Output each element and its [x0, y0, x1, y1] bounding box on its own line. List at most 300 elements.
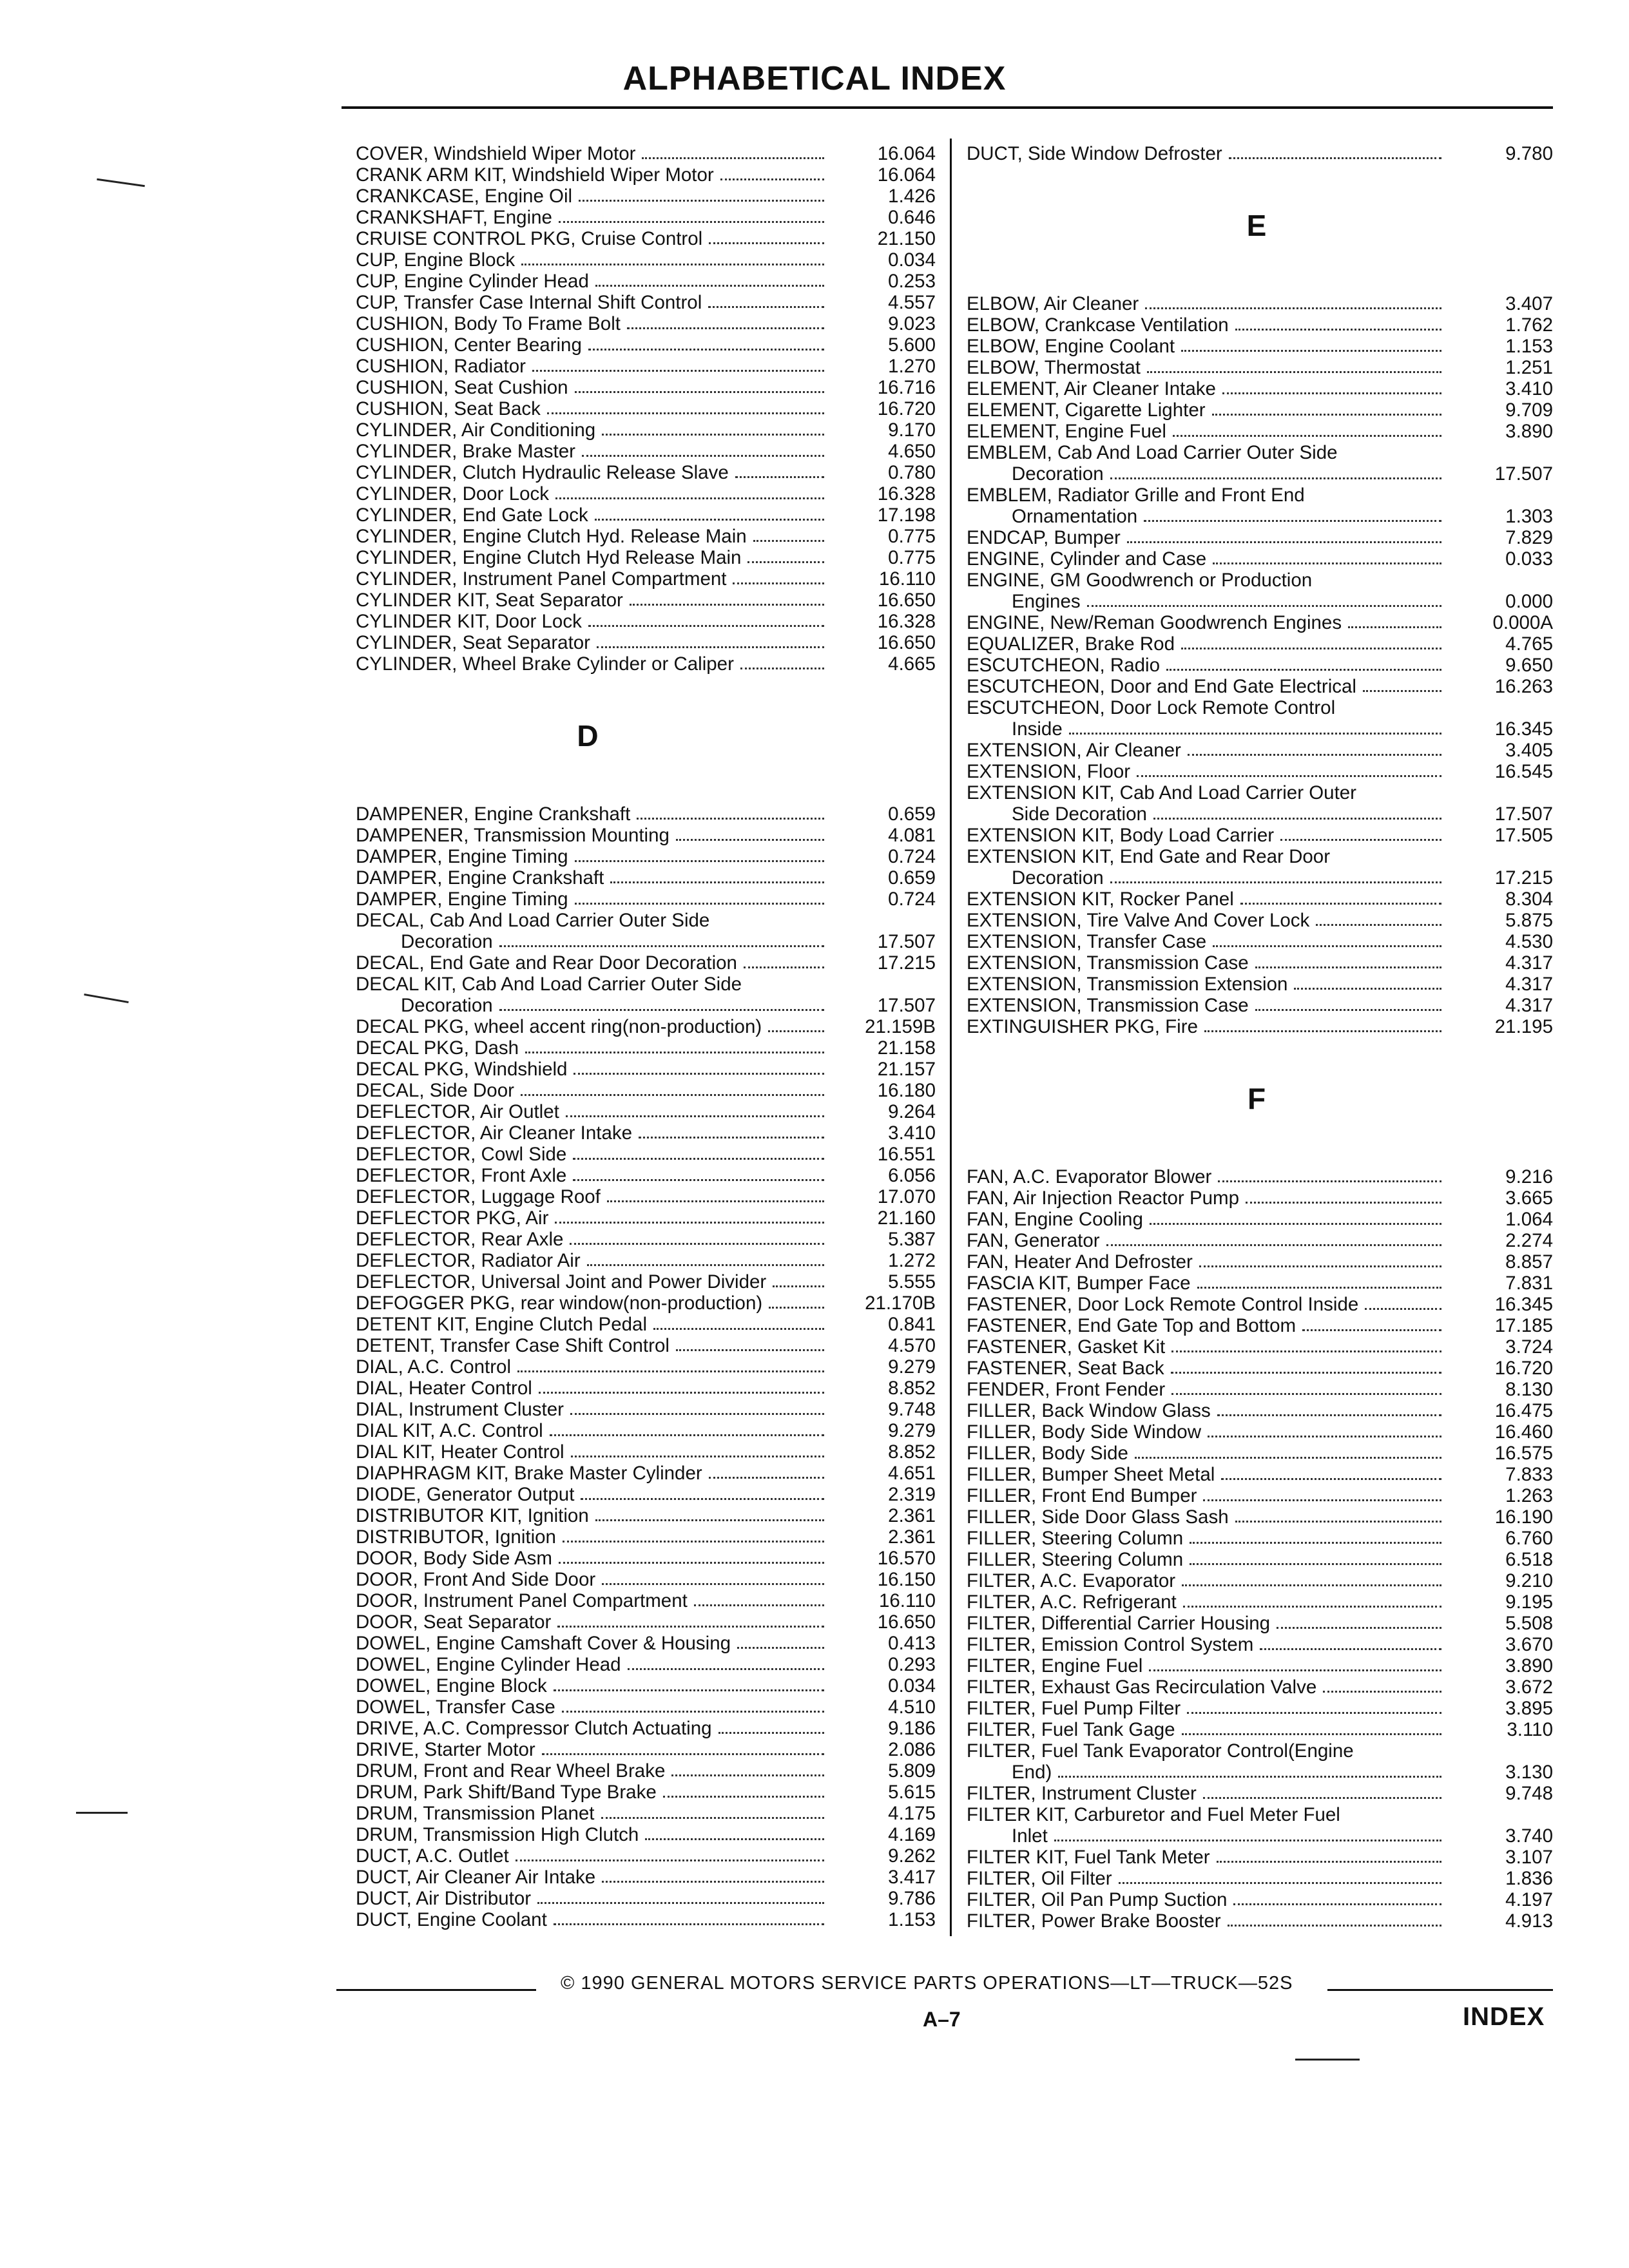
index-entry [967, 1016, 1553, 1037]
dot-leader [1228, 1923, 1441, 1927]
entry-label: ELEMENT, Air Cleaner Intake [967, 378, 1216, 399]
dot-leader [532, 368, 824, 372]
index-entry [356, 334, 936, 356]
entry-label: FILTER KIT, Carburetor and Fuel Meter Fuel [967, 1804, 1340, 1825]
index-entry [356, 1037, 936, 1059]
entry-reference: 0.659 [888, 867, 936, 889]
dot-leader [582, 453, 824, 457]
dot-leader [575, 901, 824, 905]
entry-label: ENDCAP, Bumper [967, 527, 1121, 548]
entry-label: FILTER KIT, Fuel Tank Meter [967, 1847, 1210, 1868]
entry-label: CYLINDER, Brake Master [356, 441, 575, 462]
entry-label: FASTENER, Seat Back [967, 1358, 1164, 1379]
index-entry [967, 1251, 1553, 1273]
index-entry [356, 1335, 936, 1356]
index-entry [356, 1569, 936, 1590]
index-entry [356, 1611, 936, 1633]
index-entry [967, 676, 1553, 697]
entry-label: CUSHION, Center Bearing [356, 334, 582, 356]
entry-label: ENGINE, New/Reman Goodwrench Engines [967, 612, 1342, 633]
entry-label: EXTENSION KIT, Body Load Carrier [967, 825, 1275, 846]
index-entry [967, 803, 1553, 825]
index-entry [356, 611, 936, 632]
entry-label: CYLINDER KIT, Seat Separator [356, 590, 623, 611]
dot-leader [1203, 1497, 1441, 1501]
dot-leader [676, 1347, 824, 1351]
entry-reference: 1.153 [1505, 336, 1553, 357]
index-entry [967, 1613, 1553, 1634]
index-entry [356, 1441, 936, 1463]
entry-label: ELEMENT, Cigarette Lighter [967, 399, 1206, 421]
entry-reference: 16.716 [877, 377, 936, 398]
scan-mark [97, 178, 145, 187]
index-entry [967, 740, 1553, 761]
index-entry [967, 1634, 1553, 1655]
footer-copyright: © 1990 GENERAL MOTORS SERVICE PARTS OPERATIONS—LT—TRUCK—52S [561, 1973, 1293, 1994]
entry-label: Inlet [1012, 1825, 1048, 1847]
index-entry [356, 846, 936, 867]
entry-reference: 17.185 [1494, 1315, 1553, 1336]
entry-label: DIAL, Instrument Cluster [356, 1399, 564, 1420]
dot-leader [1182, 1731, 1441, 1735]
dot-leader [499, 1007, 824, 1011]
entry-reference: 3.890 [1505, 421, 1553, 442]
index-entry [356, 653, 936, 675]
index-entry [967, 761, 1553, 782]
dot-leader [555, 495, 824, 499]
entry-label: DEFLECTOR, Front Axle [356, 1165, 567, 1186]
entry-label: CRUISE CONTROL PKG, Cruise Control [356, 228, 703, 249]
dot-leader [1188, 752, 1441, 756]
entry-reference: 9.748 [1505, 1783, 1553, 1804]
right-column [967, 143, 1553, 1932]
entry-reference: 8.852 [888, 1441, 936, 1463]
index-entry [356, 1122, 936, 1144]
dot-leader [737, 1645, 824, 1649]
entry-reference: 21.159B [865, 1016, 936, 1037]
dot-leader [753, 538, 824, 542]
dot-leader [663, 1794, 824, 1798]
dot-leader [557, 1624, 824, 1628]
entry-label: CRANKCASE, Engine Oil [356, 186, 573, 207]
entry-reference: 16.110 [878, 1590, 936, 1611]
entry-label: FAN, A.C. Evaporator Blower [967, 1166, 1212, 1187]
index-entry [967, 1783, 1553, 1804]
index-entry [967, 995, 1553, 1016]
index-entry [356, 526, 936, 547]
dot-leader [744, 965, 824, 968]
index-entry [356, 1633, 936, 1654]
entry-reference: 3.740 [1505, 1825, 1553, 1847]
entry-reference: 6.056 [888, 1165, 936, 1186]
dot-leader [537, 1900, 824, 1904]
entry-label: CYLINDER, Engine Clutch Hyd Release Main [356, 547, 742, 568]
index-entry [356, 1590, 936, 1611]
entry-reference: 9.170 [888, 419, 936, 441]
scan-mark [84, 994, 128, 1003]
entry-reference: 1.263 [1505, 1485, 1553, 1506]
entry-reference: 17.215 [1494, 867, 1553, 889]
entry-label: EXTENSION, Floor [967, 761, 1131, 782]
index-entry [356, 889, 936, 910]
entry-reference: 3.405 [1505, 740, 1553, 761]
dot-leader [773, 1283, 824, 1287]
entry-reference: 5.615 [888, 1782, 936, 1803]
dot-leader [1190, 1561, 1441, 1565]
dot-leader [1137, 773, 1441, 777]
entry-reference: 1.762 [1505, 314, 1553, 336]
entry-label: CYLINDER, Air Conditioning [356, 419, 596, 441]
index-entry [356, 228, 936, 249]
dot-leader [1213, 561, 1441, 564]
dot-leader [747, 559, 824, 563]
entry-reference: 0.775 [888, 526, 936, 547]
entry-reference: 16.328 [877, 483, 936, 505]
index-entry [356, 803, 936, 825]
section-letter: E [1246, 209, 1267, 242]
entry-label: FILTER, Fuel Tank Gage [967, 1719, 1175, 1740]
entry-reference: 5.508 [1505, 1613, 1553, 1634]
index-entry [356, 568, 936, 590]
dot-leader [554, 1921, 824, 1925]
dot-leader [1150, 1221, 1441, 1225]
entry-reference: 8.304 [1505, 889, 1553, 910]
entry-label: FILLER, Side Door Glass Sash [967, 1506, 1229, 1528]
index-entry-heading [967, 1804, 1553, 1825]
entry-label: FILTER, Fuel Pump Filter [967, 1698, 1181, 1719]
dot-leader [588, 623, 824, 627]
index-entry [967, 1549, 1553, 1570]
entry-label: DECAL PKG, wheel accent ring(non-production) [356, 1016, 762, 1037]
entry-label: FILTER, Oil Filter [967, 1868, 1112, 1889]
entry-label: ELBOW, Crankcase Ventilation [967, 314, 1229, 336]
index-entry [356, 1675, 936, 1696]
left-column [356, 143, 936, 1930]
entry-label: FENDER, Front Fender [967, 1379, 1166, 1400]
entry-label: CYLINDER KIT, Door Lock [356, 611, 582, 632]
entry-reference: 16.545 [1494, 761, 1553, 782]
index-entry [967, 357, 1553, 378]
dot-leader [1127, 539, 1441, 543]
dot-leader [555, 1220, 824, 1224]
entry-reference: 0.775 [888, 547, 936, 568]
dot-leader [639, 1135, 824, 1139]
dot-leader [554, 1687, 824, 1691]
entry-reference: 16.720 [1494, 1358, 1553, 1379]
index-entry [967, 399, 1553, 421]
entry-label: DAMPENER, Transmission Mounting [356, 825, 670, 846]
entry-reference: 9.279 [888, 1420, 936, 1441]
index-entry [356, 1186, 936, 1207]
index-entry [356, 1059, 936, 1080]
dot-leader [1145, 305, 1441, 309]
entry-label: DUCT, Engine Coolant [356, 1909, 547, 1930]
index-entry-heading [967, 442, 1553, 463]
entry-label: CUP, Transfer Case Internal Shift Control [356, 292, 702, 313]
entry-label: FASTENER, End Gate Top and Bottom [967, 1315, 1296, 1336]
entry-label: Inside [1012, 718, 1063, 740]
index-entry [356, 1144, 936, 1165]
entry-reference: 16.650 [877, 1611, 936, 1633]
entry-label: FILLER, Front End Bumper [967, 1485, 1197, 1506]
entry-reference: 21.157 [877, 1059, 936, 1080]
index-entry-heading [967, 485, 1553, 506]
index-entry [967, 612, 1553, 633]
entry-label: FASCIA KIT, Bumper Face [967, 1273, 1191, 1294]
entry-label: DRUM, Transmission High Clutch [356, 1824, 639, 1845]
entry-reference: 4.557 [888, 292, 936, 313]
index-entry [967, 1762, 1553, 1783]
scan-mark [76, 1812, 128, 1814]
dot-leader [733, 581, 824, 584]
entry-reference: 4.765 [1505, 633, 1553, 655]
dot-leader [1166, 667, 1441, 671]
entry-label: DEFLECTOR, Universal Joint and Power Divider [356, 1271, 767, 1293]
entry-label: CYLINDER, Seat Separator [356, 632, 590, 653]
entry-reference: 3.410 [1505, 378, 1553, 399]
index-entry [356, 1101, 936, 1122]
dot-leader [1153, 816, 1441, 820]
entry-reference: 4.530 [1505, 931, 1553, 952]
entry-reference: 3.890 [1505, 1655, 1553, 1677]
dot-leader [1348, 624, 1441, 628]
dot-leader [735, 474, 824, 478]
entry-reference: 9.748 [888, 1399, 936, 1420]
index-entry [967, 1868, 1553, 1889]
dot-leader [1171, 1370, 1441, 1374]
index-entry [967, 1485, 1553, 1506]
entry-label: CUP, Engine Block [356, 249, 516, 271]
index-entry [967, 463, 1553, 485]
entry-label: ELBOW, Thermostat [967, 357, 1141, 378]
dot-leader [1323, 1689, 1441, 1693]
index-entry [356, 1250, 936, 1271]
entry-reference: 6.518 [1505, 1549, 1553, 1570]
index-entry [356, 1824, 936, 1845]
entry-label: FILTER, Power Brake Booster [967, 1910, 1221, 1932]
entry-label: EXTENSION KIT, Rocker Panel [967, 889, 1234, 910]
entry-label: ENGINE, GM Goodwrench or Production [967, 570, 1313, 591]
entry-label: DUCT, Side Window Defroster [967, 143, 1222, 164]
dot-leader [573, 1156, 824, 1160]
index-entry [356, 1526, 936, 1548]
dot-leader [1197, 1285, 1441, 1289]
entry-reference: 17.505 [1494, 825, 1553, 846]
entry-label: DUCT, Air Distributor [356, 1888, 532, 1909]
index-entry [356, 1314, 936, 1335]
entry-reference: 5.600 [888, 334, 936, 356]
dot-leader [521, 262, 824, 265]
entry-label: FAN, Air Injection Reactor Pump [967, 1187, 1240, 1209]
entry-label: CYLINDER, Clutch Hydraulic Release Slave [356, 462, 729, 483]
entry-reference: 16.650 [877, 632, 936, 653]
entry-label: CRANK ARM KIT, Windshield Wiper Motor [356, 164, 714, 186]
entry-reference: 4.651 [888, 1463, 936, 1484]
index-entry [356, 1803, 936, 1824]
entry-reference: 0.034 [888, 1675, 936, 1696]
entry-label: EXTENSION KIT, End Gate and Rear Door [967, 846, 1331, 867]
index-entry [356, 186, 936, 207]
entry-label: ESCUTCHEON, Door Lock Remote Control [967, 697, 1336, 718]
dot-leader [1218, 1178, 1441, 1182]
entry-reference: 0.659 [888, 803, 936, 825]
entry-reference: 16.345 [1494, 718, 1553, 740]
entry-reference: 0.724 [888, 889, 936, 910]
entry-reference: 7.831 [1505, 1273, 1553, 1294]
entry-reference: 2.086 [888, 1739, 936, 1760]
entry-reference: 1.064 [1505, 1209, 1553, 1230]
index-entry [967, 591, 1553, 612]
entry-label: DOOR, Body Side Asm [356, 1548, 552, 1569]
entry-reference: 4.913 [1505, 1910, 1553, 1932]
entry-reference: 3.724 [1505, 1336, 1553, 1358]
entry-reference: 3.670 [1505, 1634, 1553, 1655]
dot-leader [708, 304, 824, 308]
entry-reference: 3.130 [1505, 1762, 1553, 1783]
dot-leader [1240, 901, 1441, 905]
index-entry [967, 1400, 1553, 1421]
entry-reference: 9.262 [888, 1845, 936, 1867]
entry-label: FILTER, Instrument Cluster [967, 1783, 1197, 1804]
entry-reference: 9.216 [1505, 1166, 1553, 1187]
entry-reference: 17.507 [877, 995, 936, 1016]
entry-reference: 4.570 [888, 1335, 936, 1356]
dot-leader [1255, 1007, 1441, 1011]
entry-label: FILLER, Bumper Sheet Metal [967, 1464, 1215, 1485]
dot-leader [575, 389, 824, 393]
entry-reference: 4.317 [1505, 974, 1553, 995]
index-entry [356, 1909, 936, 1930]
index-entry [967, 143, 1553, 164]
entry-reference: 2.319 [888, 1484, 936, 1505]
entry-label: FILTER, Exhaust Gas Recirculation Valve [967, 1677, 1317, 1698]
entry-label: DEFOGGER PKG, rear window(non-production) [356, 1293, 763, 1314]
index-entry-heading [967, 846, 1553, 867]
index-entry [967, 1421, 1553, 1443]
dot-leader [602, 432, 824, 436]
entry-label: CUSHION, Body To Frame Bolt [356, 313, 621, 334]
dot-leader [628, 1666, 824, 1670]
entry-label: Decoration [1012, 867, 1104, 889]
entry-reference: 3.895 [1505, 1698, 1553, 1719]
dot-leader [1058, 1774, 1441, 1778]
entry-reference: 7.829 [1505, 527, 1553, 548]
dot-leader [601, 1815, 825, 1819]
dot-leader [587, 1262, 824, 1266]
entry-label: DEFLECTOR, Radiator Air [356, 1250, 581, 1271]
entry-label: DOOR, Seat Separator [356, 1611, 552, 1633]
entry-label: FILTER, Differential Carrier Housing [967, 1613, 1271, 1634]
dot-leader [1181, 646, 1441, 649]
entry-reference: 0.000 [1505, 591, 1553, 612]
entry-reference: 4.650 [888, 441, 936, 462]
entry-reference: 8.852 [888, 1378, 936, 1399]
entry-label: EXTENSION, Air Cleaner [967, 740, 1181, 761]
entry-label: FILLER, Body Side [967, 1443, 1128, 1464]
index-entry [356, 1718, 936, 1739]
entry-reference: 2.361 [888, 1505, 936, 1526]
entry-reference: 1.272 [888, 1250, 936, 1271]
entry-reference: 2.361 [888, 1526, 936, 1548]
entry-label: DETENT KIT, Engine Clutch Pedal [356, 1314, 647, 1335]
index-entry [967, 1315, 1553, 1336]
entry-label: EXTENSION, Transmission Extension [967, 974, 1288, 995]
index-entry [356, 1888, 936, 1909]
entry-reference: 8.130 [1505, 1379, 1553, 1400]
index-entry [967, 1230, 1553, 1251]
dot-leader [637, 816, 824, 820]
dot-leader [521, 1092, 824, 1096]
entry-reference: 4.197 [1505, 1889, 1553, 1910]
entry-reference: 0.253 [888, 271, 936, 292]
dot-leader [1260, 1646, 1441, 1650]
index-entry [356, 313, 936, 334]
entry-reference: 3.410 [888, 1122, 936, 1144]
entry-label: ENGINE, Cylinder and Case [967, 548, 1207, 570]
index-entry [967, 1379, 1553, 1400]
entry-reference: 0.033 [1505, 548, 1553, 570]
index-entry-heading [356, 974, 936, 995]
entry-label: CUSHION, Radiator [356, 356, 526, 377]
dot-leader [1212, 412, 1441, 416]
index-entry [356, 547, 936, 568]
entry-reference: 17.070 [877, 1186, 936, 1207]
entry-reference: 16.150 [877, 1569, 936, 1590]
entry-label: CUP, Engine Cylinder Head [356, 271, 589, 292]
entry-reference: 0.293 [888, 1654, 936, 1675]
index-entry [967, 527, 1553, 548]
dot-leader [740, 666, 824, 669]
entry-label: DECAL, Cab And Load Carrier Outer Side [356, 910, 710, 931]
entry-label: ELEMENT, Engine Fuel [967, 421, 1166, 442]
index-entry [356, 1654, 936, 1675]
dot-leader [709, 240, 824, 244]
dot-leader [1235, 1519, 1441, 1523]
entry-reference: 21.158 [877, 1037, 936, 1059]
index-entry [356, 249, 936, 271]
index-entry [967, 718, 1553, 740]
index-entry [967, 655, 1553, 676]
entry-label: FAN, Engine Cooling [967, 1209, 1143, 1230]
index-entry [356, 632, 936, 653]
dot-leader [563, 1539, 824, 1542]
entry-label: FASTENER, Gasket Kit [967, 1336, 1166, 1358]
index-entry-heading [967, 697, 1553, 718]
index-entry [967, 1358, 1553, 1379]
entry-reference: 17.507 [1494, 803, 1553, 825]
entry-label: DECAL KIT, Cab And Load Carrier Outer Side [356, 974, 742, 995]
entry-label: DEFLECTOR, Air Cleaner Intake [356, 1122, 633, 1144]
entry-label: DEFLECTOR, Luggage Roof [356, 1186, 601, 1207]
entry-reference: 3.110 [1507, 1719, 1553, 1740]
dot-leader [768, 1028, 824, 1032]
dot-leader [1217, 1859, 1441, 1863]
entry-label: DUCT, A.C. Outlet [356, 1845, 509, 1867]
entry-reference: 16.460 [1494, 1421, 1553, 1443]
index-entry [967, 378, 1553, 399]
entry-reference: 7.833 [1505, 1464, 1553, 1485]
index-entry [967, 314, 1553, 336]
index-entry [967, 889, 1553, 910]
index-entry [356, 1293, 936, 1314]
entry-reference: 5.387 [888, 1229, 936, 1250]
entry-label: ELBOW, Air Cleaner [967, 293, 1139, 314]
column-divider [950, 139, 952, 1936]
entry-label: EMBLEM, Radiator Grille and Front End [967, 485, 1305, 506]
dot-leader [709, 1475, 824, 1479]
entry-label: EXTINGUISHER PKG, Fire [967, 1016, 1198, 1037]
dot-leader [1135, 1455, 1441, 1459]
